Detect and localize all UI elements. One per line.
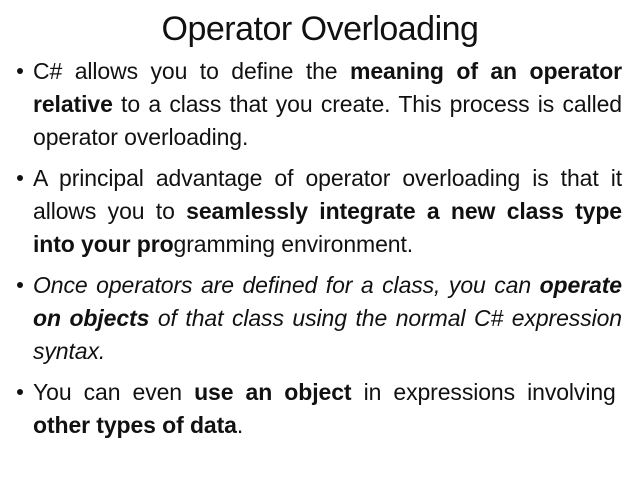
bullet-text <box>33 269 622 368</box>
text-segment: C# allows you to define the <box>33 58 350 84</box>
bullet-item-4 <box>14 376 622 442</box>
text-segment: . <box>236 412 244 438</box>
bold-text-segment: other types of data <box>33 412 237 438</box>
bullet-text <box>33 162 622 261</box>
text-segment: in expressions involving <box>351 379 623 405</box>
text-segment: Once operators are defined for a class, you can <box>33 272 540 298</box>
bold-text-segment: meaning of an operator relative <box>33 58 622 117</box>
text-segment: of that class using the normal C# expression syntax. <box>33 305 622 364</box>
bold-text-segment: operate on objects <box>33 272 622 331</box>
text-segment: A principal advantage of operator overloading is that it allows you to <box>33 165 622 224</box>
bullet-marker <box>17 389 23 395</box>
bullet-text <box>33 376 622 442</box>
bullet-list <box>0 55 640 442</box>
bold-text-segment: seamlessly integrate a new class type into your pro <box>33 198 623 257</box>
bold-text-segment: use an object <box>194 379 352 405</box>
text-segment: You can even <box>33 379 195 405</box>
bullet-marker <box>17 68 23 74</box>
text-segment: gramming environment. <box>173 231 414 257</box>
bullet-item-1 <box>14 55 622 154</box>
slide-title: Operator Overloading <box>161 10 479 48</box>
bullet-item-2 <box>14 162 622 261</box>
bullet-marker <box>17 282 23 288</box>
bullet-item-3 <box>14 269 622 368</box>
bullet-text <box>33 55 622 154</box>
bullet-marker <box>17 175 23 181</box>
text-segment: to a class that you create. This process is called operator overloading. <box>33 91 622 150</box>
